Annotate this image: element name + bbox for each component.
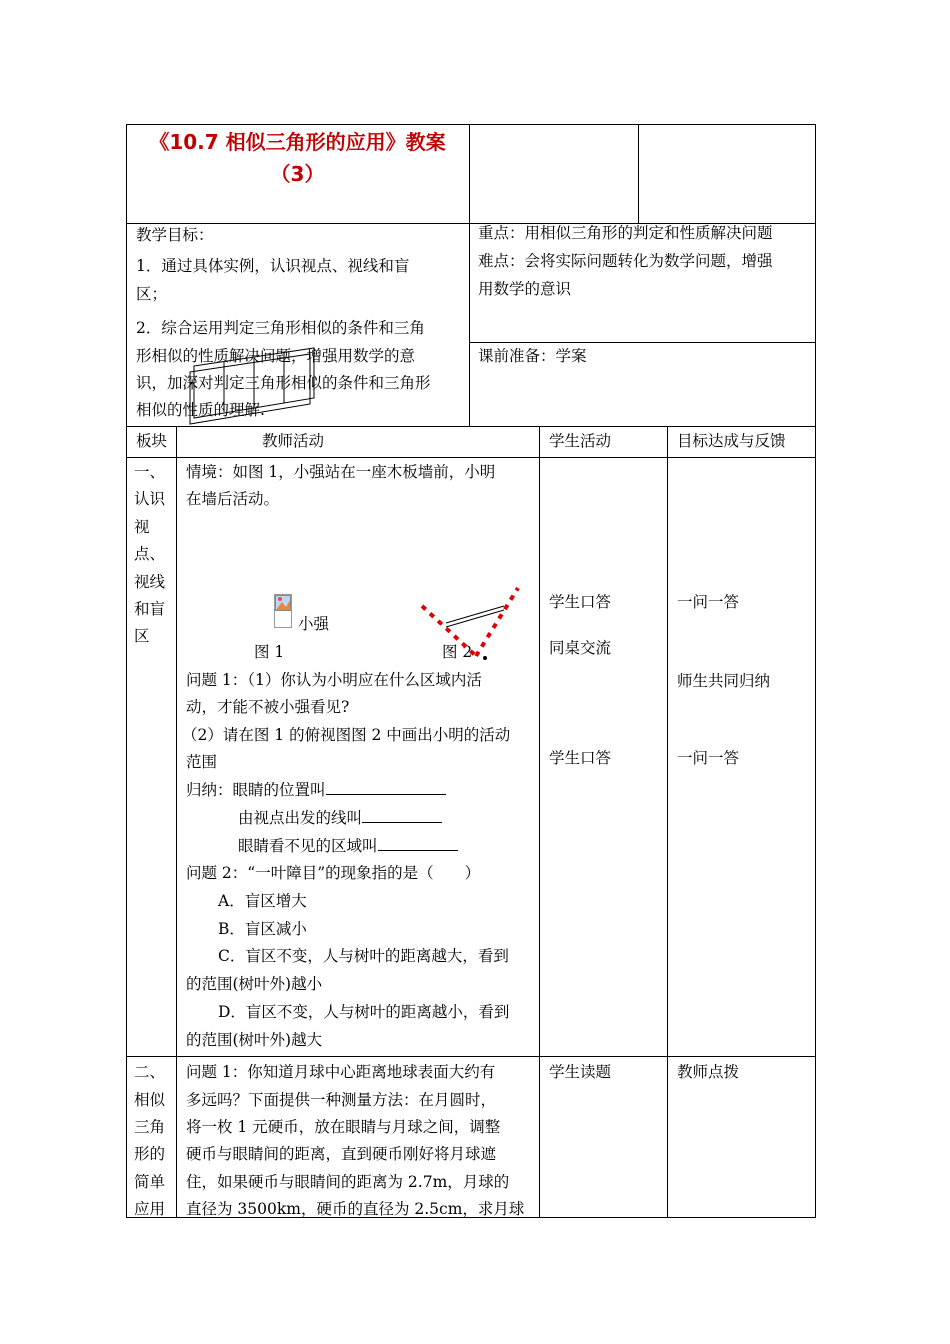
- section1-label: 点、: [134, 545, 166, 563]
- objectives-label: 教学目标：: [136, 226, 214, 244]
- row-divider: [126, 1056, 816, 1057]
- section1-label: 和盲: [134, 600, 166, 618]
- col-header-student: 学生活动: [549, 432, 612, 450]
- summary-blindzone: 眼睛看不见的区域叫: [238, 832, 458, 860]
- option-b: B．盲区减小: [218, 920, 307, 938]
- student-activity: 学生读题: [549, 1063, 612, 1081]
- preparation: 课前准备：学案: [478, 347, 587, 365]
- wall-sketch: [188, 336, 318, 428]
- option-c-cont: 的范围(树叶外)越小: [186, 975, 323, 993]
- summary-sightline: 由视点出发的线叫: [238, 804, 442, 832]
- goal-feedback: 一问一答: [677, 749, 740, 767]
- section2-label: 简单: [134, 1173, 166, 1191]
- key-point: 重点：用相似三角形的判定和性质解决问题: [478, 224, 773, 242]
- objective-2: 2．综合运用判定三角形相似的条件和三角: [136, 319, 425, 337]
- blank-line[interactable]: [326, 776, 446, 795]
- scenario: 情境：如图 1，小强站在一座木板墙前，小明: [186, 463, 496, 481]
- student-activity: 学生口答: [549, 593, 612, 611]
- lesson-plan-page: [126, 124, 816, 1218]
- col-header-goal: 目标达成与反馈: [677, 432, 786, 450]
- option-a: A．盲区增大: [218, 892, 307, 910]
- section1-label: 视: [134, 518, 150, 536]
- section1-label: 区: [134, 627, 150, 645]
- moon-question-cont: 将一枚 1 元硬币，放在眼睛与月球之间，调整: [186, 1118, 501, 1136]
- col-header-section: 板块: [136, 432, 168, 450]
- figure-2-caption: 图 2: [442, 643, 473, 661]
- figure-2-top-view: [416, 576, 526, 666]
- section1-label: 认识: [134, 490, 166, 508]
- moon-question-cont: 硬币与眼睛间的距离，直到硬币刚好将月球遮: [186, 1145, 497, 1163]
- moon-question-cont: 直径为 3500km，硬币的直径为 2.5cm，求月球: [186, 1200, 525, 1218]
- section1-label: 一、: [134, 463, 166, 481]
- question-1-part2-cont: 范围: [186, 753, 218, 771]
- goal-feedback: 师生共同归纳: [677, 672, 771, 690]
- objective-2-cont: 识，加深对判定三角形相似的条件和三角形: [136, 374, 431, 392]
- section2-label: 二、: [134, 1063, 166, 1081]
- col-divider: [176, 426, 177, 1218]
- col-divider: [638, 124, 639, 223]
- moon-question: 问题 1：你知道月球中心距离地球表面大约有: [186, 1063, 496, 1081]
- section2-label: 应用: [134, 1200, 166, 1218]
- section1-label: 视线: [134, 573, 166, 591]
- question-1-part2: （2）请在图 1 的俯视图图 2 中画出小明的活动: [182, 726, 511, 744]
- goal-feedback: 教师点拨: [677, 1063, 740, 1081]
- question-1-cont: 动，才能不被小强看见?: [186, 698, 350, 716]
- objective-1: 1．通过具体实例，认识视点、视线和盲: [136, 257, 410, 275]
- question-1: 问题 1：（1）你认为小明应在什么区域内活: [186, 671, 482, 689]
- goal-feedback: 一问一答: [677, 593, 740, 611]
- summary-viewpoint: 归纳：眼睛的位置叫: [186, 776, 446, 804]
- option-c: C．盲区不变，人与树叶的距离越大，看到: [218, 947, 509, 965]
- col-header-teacher: 教师活动: [262, 432, 325, 450]
- page-title-subtitle: （3）: [270, 162, 325, 186]
- col-divider: [667, 426, 668, 1218]
- blank-line[interactable]: [378, 832, 458, 851]
- person-label: 小强: [298, 615, 330, 633]
- col-divider: [539, 426, 540, 1218]
- option-d-cont: 的范围(树叶外)越大: [186, 1031, 323, 1049]
- section2-label: 相似: [134, 1091, 166, 1109]
- moon-question-cont: 多远吗？下面提供一种测量方法：在月圆时，: [186, 1091, 497, 1109]
- section2-label: 三角: [134, 1118, 166, 1136]
- section2-label: 形的: [134, 1145, 166, 1163]
- objective-2-cont: 相似的性质的理解.: [136, 401, 265, 419]
- option-d: D．盲区不变，人与树叶的距离越小，看到: [218, 1003, 510, 1021]
- objective-2-cont: 形相似的性质解决问题，增强用数学的意: [136, 347, 416, 365]
- difficulty-cont: 用数学的意识: [478, 280, 572, 298]
- student-activity: 同桌交流: [549, 639, 612, 657]
- figure-1-caption: 图 1: [254, 643, 285, 661]
- page-title: 《10.7 相似三角形的应用》教案: [149, 130, 446, 154]
- question-2: 问题 2：“一叶障目”的现象指的是（ ）: [186, 864, 481, 882]
- image-placeholder-icon: [274, 594, 292, 628]
- objective-1-cont: 区；: [136, 285, 168, 303]
- blank-line[interactable]: [362, 804, 442, 823]
- scenario-cont: 在墙后活动。: [186, 490, 280, 508]
- col-divider: [469, 124, 470, 426]
- difficulty: 难点：会将实际问题转化为数学问题，增强: [478, 252, 773, 270]
- moon-question-cont: 住，如果硬币与眼睛间的距离为 2.7m，月球的: [186, 1173, 510, 1191]
- student-activity: 学生口答: [549, 749, 612, 767]
